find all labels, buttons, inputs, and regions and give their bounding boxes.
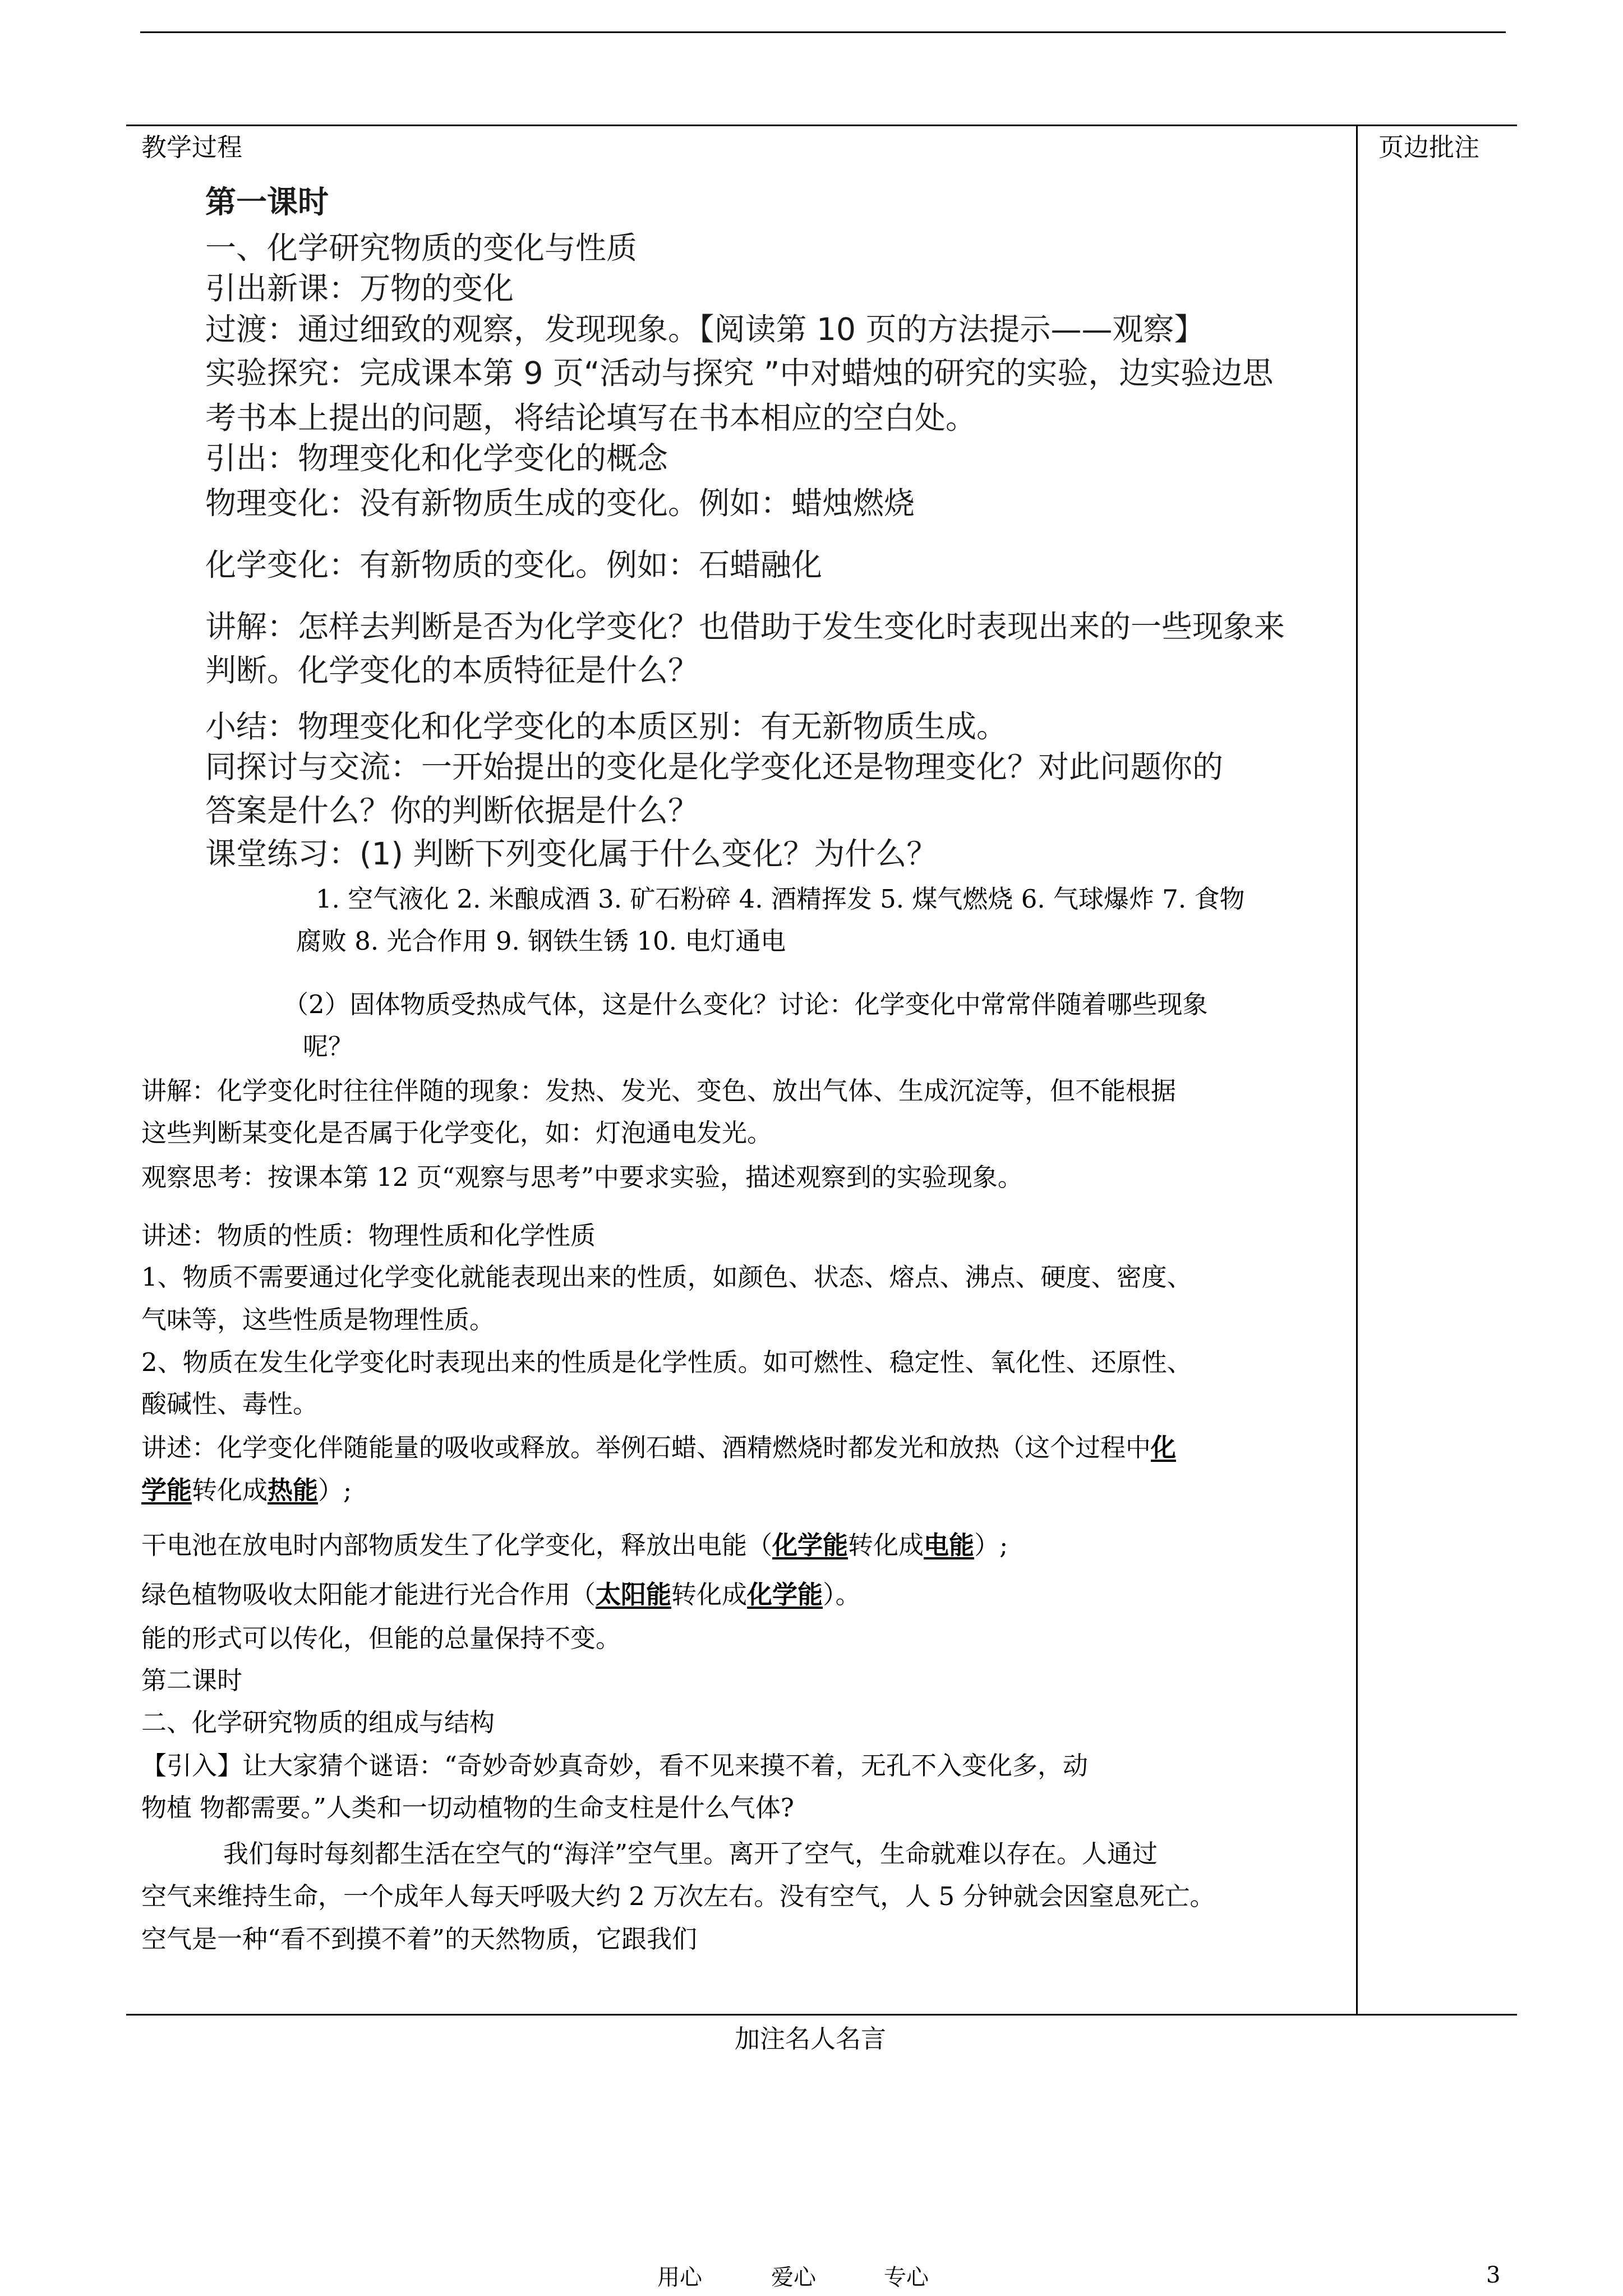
paragraph-line: 1、物质不需要通过化学变化就能表现出来的性质，如颜色、状态、熔点、沸点、硬度、密度、 bbox=[141, 1262, 1192, 1292]
famous-quote-note: 加注名人名言 bbox=[735, 2024, 887, 2054]
image-line: 判断。化学变化的本质特征是什么？ bbox=[205, 652, 699, 688]
text-run: 转化成 bbox=[192, 1475, 268, 1505]
paragraph-line: 2、物质在发生化学变化时表现出来的性质是化学性质。如可燃性、稳定性、氧化性、还原性、 bbox=[141, 1347, 1192, 1377]
paragraph-line: 气味等，这些性质是物理性质。 bbox=[141, 1305, 495, 1335]
table-top-border bbox=[126, 125, 1517, 126]
paragraph-line: 酸碱性、毒性。 bbox=[141, 1389, 319, 1419]
second-lesson-title: 第二课时 bbox=[141, 1665, 243, 1695]
footer-item: 爱心 bbox=[771, 2265, 816, 2290]
image-line: 课堂练习：(1) 判断下列变化属于什么变化？为什么？ bbox=[205, 836, 938, 872]
paragraph-line: 讲述：物质的性质：物理性质和化学性质 bbox=[141, 1221, 596, 1250]
paragraph-line: 空气是一种“看不到摸不着”的天然物质，它跟我们 bbox=[141, 1924, 698, 1954]
paragraph-line-plants bbox=[141, 1582, 861, 1607]
image-line: 实验探究：完成课本第 9 页“活动与探究 ”中对蜡烛的研究的实验，边实验边思 bbox=[205, 355, 1274, 391]
image-line: 讲解：怎样去判断是否为化学变化？也借助于发生变化时表现出来的一些现象来 bbox=[205, 609, 1285, 645]
paragraph-line: 这些判断某变化是否属于化学变化，如：灯泡通电发光。 bbox=[141, 1118, 773, 1148]
image-line: 小结：物理变化和化学变化的本质区别：有无新物质生成。 bbox=[205, 708, 1008, 744]
paragraph-line-battery bbox=[141, 1530, 1008, 1560]
paragraph-line: 空气来维持生命，一个成年人每天呼吸大约 2 万次左右。没有空气，人 5 分钟就会因窒息死亡。 bbox=[141, 1881, 1215, 1911]
emphasis-term: 学能 bbox=[141, 1475, 192, 1505]
top-rule bbox=[140, 31, 1506, 33]
paragraph-line: 【引入】让大家猜个谜语：“奇妙奇妙真奇妙，看不见来摸不着，无孔不入变化多，动 bbox=[141, 1751, 1089, 1780]
lesson-title: 第一课时 bbox=[205, 184, 329, 220]
emphasis-term: 化 bbox=[1151, 1433, 1177, 1462]
emphasis-term: 化学能 bbox=[772, 1530, 849, 1560]
emphasis-term: 热能 bbox=[268, 1475, 319, 1505]
paragraph-line: 能的形式可以传化，但能的总量保持不变。 bbox=[141, 1623, 621, 1653]
image-line: 化学变化：有新物质的变化。例如：石蜡融化 bbox=[205, 547, 823, 583]
text-run: ）; bbox=[318, 1475, 352, 1505]
text-run: 转化成 bbox=[671, 1580, 748, 1609]
footer-item: 用心 bbox=[657, 2265, 702, 2290]
page-number: 3 bbox=[1486, 2262, 1501, 2288]
section-heading: 一、化学研究物质的变化与性质 bbox=[205, 230, 638, 266]
exercise-list-line: 1. 空气液化 2. 米酿成酒 3. 矿石粉碎 4. 酒精挥发 5. 煤气燃烧 6. 气球爆炸 7. 食物 bbox=[316, 884, 1245, 914]
emphasis-term: 电能 bbox=[924, 1530, 975, 1560]
image-line: 答案是什么？你的判断依据是什么？ bbox=[205, 793, 699, 829]
paragraph-line-energy-1 bbox=[141, 1435, 1176, 1460]
column-divider bbox=[1356, 125, 1358, 2016]
image-line: 物理变化：没有新物质生成的变化。例如：蜡烛燃烧 bbox=[205, 485, 915, 521]
text-run: 绿色植物吸收太阳能才能进行光合作用（ bbox=[141, 1580, 596, 1609]
section-heading-2: 二、化学研究物质的组成与结构 bbox=[141, 1708, 495, 1737]
table-bottom-border bbox=[126, 2014, 1517, 2016]
header-margin-notes: 页边批注 bbox=[1378, 132, 1480, 162]
image-line: 引出：物理变化和化学变化的概念 bbox=[205, 440, 668, 476]
paragraph-line: 观察思考：按课本第 12 页“观察与思考”中要求实验，描述观察到的实验现象。 bbox=[141, 1162, 1023, 1192]
exercise-question-2: 呢？ bbox=[303, 1032, 354, 1061]
emphasis-term: 化学能 bbox=[747, 1580, 823, 1609]
text-run: ）。 bbox=[823, 1580, 861, 1609]
header-teaching-process: 教学过程 bbox=[141, 132, 243, 162]
text-run: 讲述：化学变化伴随能量的吸收或释放。举例石蜡、酒精燃烧时都发光和放热（这个过程中 bbox=[141, 1433, 1151, 1462]
text-run: ）; bbox=[974, 1530, 1008, 1560]
exercise-question-2: （2）固体物质受热成气体，这是什么变化？讨论：化学变化中常常伴随着哪些现象 bbox=[283, 990, 1208, 1019]
text-run: 干电池在放电时内部物质发生了化学变化，释放出电能（ bbox=[141, 1530, 773, 1560]
image-line: 引出新课：万物的变化 bbox=[205, 270, 514, 306]
paragraph-line: 讲解：化学变化时往往伴随的现象：发热、发光、变色、放出气体、生成沉淀等，但不能根据 bbox=[141, 1076, 1177, 1106]
paragraph-line-energy-2 bbox=[141, 1475, 352, 1505]
image-line: 过渡：通过细致的观察，发现现象。【阅读第 10 页的方法提示——观察】 bbox=[205, 311, 1205, 347]
image-line: 同探讨与交流：一开始提出的变化是化学变化还是物理变化？对此问题你的 bbox=[205, 749, 1224, 785]
emphasis-term: 太阳能 bbox=[596, 1580, 672, 1609]
paragraph-line: 物植 物都需要。”人类和一切动植物的生命支柱是什么气体? bbox=[141, 1793, 794, 1823]
footer-item: 专心 bbox=[884, 2265, 929, 2290]
paragraph-line: 我们每时每刻都生活在空气的“海洋”空气里。离开了空气，生命就难以存在。人通过 bbox=[223, 1839, 1158, 1869]
text-run: 转化成 bbox=[848, 1530, 924, 1560]
image-line: 考书本上提出的问题，将结论填写在书本相应的空白处。 bbox=[205, 400, 977, 436]
exercise-list-line: 腐败 8. 光合作用 9. 钢铁生锈 10. 电灯通电 bbox=[296, 926, 786, 956]
